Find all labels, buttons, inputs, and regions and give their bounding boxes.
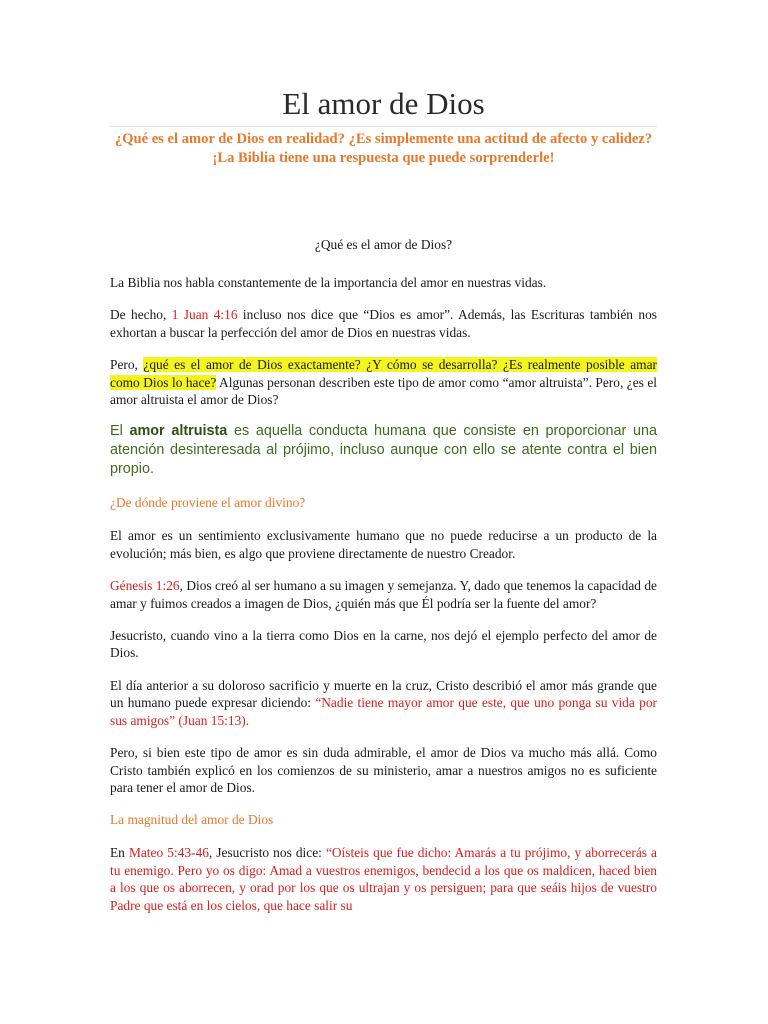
- paragraph-10-text-mid: , Jesucristo nos dice:: [208, 845, 326, 861]
- paragraph-2: [110, 306, 657, 341]
- paragraph-9-text: Pero, si bien este tipo de amor es sin duda admirable, el amor de Dios va mucho más allá. Como Cristo también explicó en los comienzos de su ministerio, amar a nuestros amigos no es suficiente para tener el amor de Dios.: [110, 745, 657, 795]
- paragraph-8-text: El día anterior a su doloroso sacrificio y muerte en la cruz, Cristo describió el amor más grande que un humano puede expresar diciendo:: [110, 677, 657, 711]
- quote-mateo-5: “Oísteis que fue dicho: Amarás a tu prójimo, y aborrecerás a tu enemigo. Pero yo os digo: Amad a vuestros enemigos, bendecid a los que os maldicen, haced bien a los que os aborrecen, y orad por los que os ultrajan y os persiguen; para que seáis hijos de vuestro Padre que está en los cielos, que hace salir su: [110, 845, 657, 913]
- title-divider: [110, 126, 657, 127]
- quote-juan-15-13: “Nadie tiene mayor amor que este, que uno ponga su vida por sus amigos” (Juan 15:13).: [110, 695, 657, 728]
- paragraph-10: [110, 844, 657, 914]
- paragraph-6: [110, 577, 657, 612]
- paragraph-5-text: El amor es un sentimiento exclusivamente humano que no puede reducirse a un producto de la evolución; más bien, es algo que proviene directamente de nuestro Creador.: [110, 528, 657, 561]
- paragraph-3-text-cont: Algunas personan describen este tipo de amor como “amor altruista”. Pero, ¿es el amor altruista el amor de Dios?: [110, 374, 657, 408]
- definition-text-cont: es aquella conducta humana que consiste en proporcionar una atención desinteresada al prójimo, incluso aunque con ello se atente contra el bien propio.: [110, 423, 657, 478]
- definition-term: amor altruista: [129, 423, 228, 440]
- paragraph-1-text: La Biblia nos habla constantemente de la importancia del amor en nuestras vidas.: [110, 275, 547, 290]
- paragraph-2-text-cont: incluso nos dice que “Dios es amor”. Además, las Escrituras también nos exhortan a buscar la perfección del amor de Dios en nuestras vidas.: [110, 307, 657, 340]
- paragraph-9: [110, 744, 657, 796]
- paragraph-6-text: , Dios creó al ser humano a su imagen y semejanza. Y, dado que tenemos la capacidad de amar y fuimos creados a imagen de Dios, ¿quién más que Él podría ser la fuente del amor?: [110, 578, 657, 611]
- document-page: [110, 84, 657, 914]
- paragraph-5: [110, 527, 657, 562]
- paragraph-3-text: Pero,: [110, 357, 144, 373]
- section-heading-magnitud: La magnitud del amor de Dios: [110, 812, 274, 828]
- section-heading-que-es: ¿Qué es el amor de Dios?: [314, 237, 453, 252]
- scripture-link-1-juan[interactable]: 1 Juan 4:16: [171, 307, 238, 323]
- document-subtitle: ¿Qué es el amor de Dios en realidad? ¿Es simplemente una actitud de afecto y calidez? ¡La Biblia tiene una respuesta que puede sorprenderle!: [114, 131, 653, 166]
- highlighted-question: ¿qué es el amor de Dios exactamente? ¿Y cómo se desarrolla? ¿Es realmente posible amar como Dios lo hace?: [110, 357, 657, 390]
- paragraph-8: [110, 677, 657, 729]
- definition-text: El: [110, 423, 130, 440]
- paragraph-7-text: Jesucristo, cuando vino a la tierra como Dios en la carne, nos dejó el ejemplo perfecto del amor de Dios.: [110, 628, 657, 661]
- paragraph-1: [110, 274, 657, 291]
- paragraph-3: [110, 356, 657, 408]
- scripture-link-mateo[interactable]: Mateo 5:43-46: [128, 845, 209, 861]
- altruism-definition: [110, 422, 657, 479]
- paragraph-10-text: En: [110, 845, 129, 861]
- section-heading-origen: ¿De dónde proviene el amor divino?: [110, 495, 306, 511]
- document-title: El amor de Dios: [282, 86, 485, 121]
- paragraph-2-text: De hecho,: [110, 307, 172, 323]
- scripture-link-genesis[interactable]: Génesis 1:26: [110, 578, 180, 594]
- paragraph-7: [110, 627, 657, 662]
